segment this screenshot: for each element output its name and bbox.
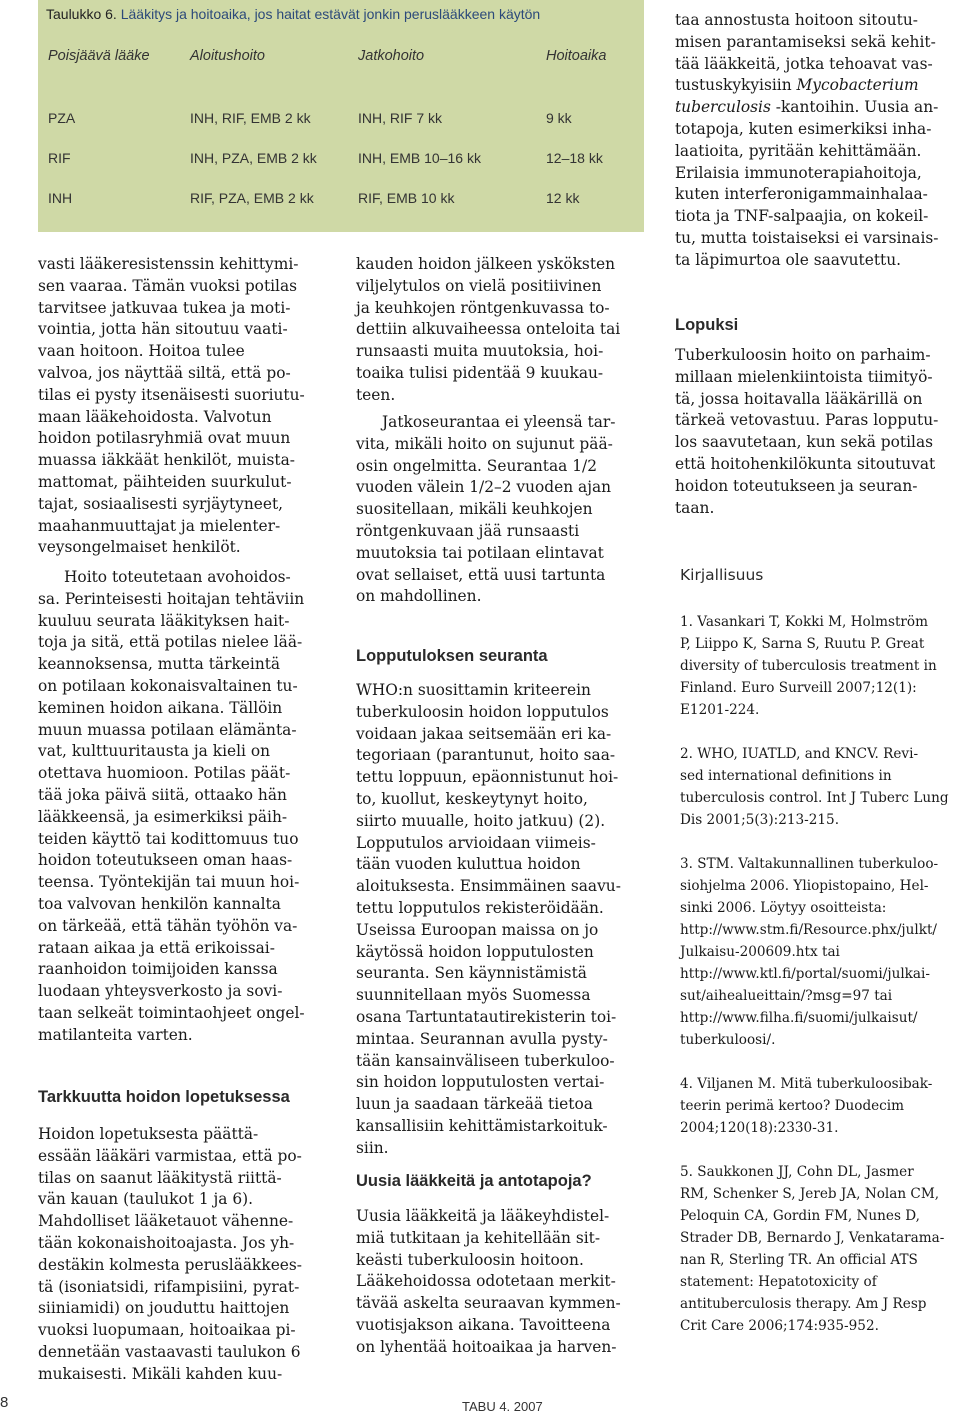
text-line: siiniamidi) on jouduttu haittojen xyxy=(38,1299,290,1318)
reference-line: tuberculosis control. Int J Tuberc Lung xyxy=(680,790,949,806)
section-heading-conclusion: Lopuksi xyxy=(675,316,739,334)
text-line: laatioita, pyritään kehittämään. xyxy=(675,141,922,160)
text-line: keannoksensa, mutta tärkeintä xyxy=(38,655,281,674)
text-line: maan lääkehoidosta. Valvotun xyxy=(38,407,272,426)
reference-line: siohjelma 2006. Yliopistopaino, Hel- xyxy=(680,878,929,894)
reference-line: Strader DB, Bernardo J, Venkatarama- xyxy=(680,1230,945,1246)
text-line: kuten interferonigammainhalaa- xyxy=(675,185,928,204)
text-line: rataan aikaa ja että erikoissai- xyxy=(38,938,275,957)
section-heading-stopping-treatment: Tarkkuutta hoidon lopetuksessa xyxy=(38,1088,290,1106)
text-line: destäkin kolmesta peruslääkkees- xyxy=(38,1255,303,1274)
text-line: toa valvovan henkilön kannalta xyxy=(38,894,281,913)
text-line: tuberkuloosin hoidon lopputulos xyxy=(356,702,609,721)
text-line: tään kokonaishoitoajasta. Jos yh- xyxy=(38,1233,295,1252)
column-3-paragraph-1 xyxy=(675,10,957,272)
text-line: tegoriaan (parantunut, hoito saa- xyxy=(356,746,616,765)
text-line: toja ja sitä, että potilas nielee lää- xyxy=(38,633,303,652)
text-line: hoidon toteutukseen oman haas- xyxy=(38,851,293,870)
text-line: to, kuollut, keskeytynyt hoito, xyxy=(356,789,588,808)
table-cell: INH, PZA, EMB 2 kk xyxy=(190,150,317,166)
text-line: siin. xyxy=(356,1138,389,1157)
table-title: Lääkitys ja hoitoaika, jos haitat estävät jonkin peruslääkkeen käytön xyxy=(120,6,541,22)
text-line: muassa iäkkäät henkilöt, muista- xyxy=(38,451,295,470)
text-line: kansallisiin kehittämistarkoituk- xyxy=(356,1116,608,1135)
text-line: sin hoidon lopputulosten vertai- xyxy=(356,1073,605,1092)
table-cell: 12–18 kk xyxy=(546,150,603,166)
text-line: essään lääkäri varmistaa, että po- xyxy=(38,1146,302,1165)
text-line: tä (isoniatsidi, rifampisiini, pyrat- xyxy=(38,1277,300,1296)
column-2-paragraph-4 xyxy=(356,1206,646,1359)
text-line: että hoitohenkilökunta sitoutuvat xyxy=(675,454,936,473)
table-label: Taulukko 6. xyxy=(46,6,117,22)
text-line: on tärkeää, että tähän työhön va- xyxy=(38,916,298,935)
table-cell: 12 kk xyxy=(546,190,580,206)
column-2-paragraph-3 xyxy=(356,680,646,1160)
table-cell: INH, EMB 10–16 kk xyxy=(358,150,481,166)
text-line: Tuberkuloosin hoito on parhaim- xyxy=(675,346,931,364)
text-line: teiden käyttö tai kodittomuus tuo xyxy=(38,829,299,848)
reference-item xyxy=(680,611,960,721)
text-line: luun ja saadaan tärkeää tietoa xyxy=(356,1095,593,1114)
text-line: tettu lopputulos rekisteröidään. xyxy=(356,898,604,917)
reference-line: E1201-224. xyxy=(680,702,760,718)
references-list xyxy=(680,611,960,1359)
text-line: Hoidon lopetuksesta päättä- xyxy=(38,1125,259,1143)
text-line: tajat, sosiaalisesti syrjäytyneet, xyxy=(38,494,284,513)
reference-line: sut/aihealueittain/?msg=97 tai xyxy=(680,988,893,1004)
text-line: WHO:n suosittamin kriteerein xyxy=(356,681,591,699)
text-line: osana Tartuntatautirekisterin toi- xyxy=(356,1007,617,1026)
text-line: voidaan jakaa seitsemään eri ka- xyxy=(356,724,612,743)
reference-line: http://www.stm.fi/Resource.phx/julkt/ xyxy=(680,922,938,938)
text-line: ta läpimurtoa ole saavutettu. xyxy=(675,250,902,269)
text-line: taa annostusta hoitoon sitoutu- xyxy=(675,11,918,29)
reference-line: nan R, Sterling TR. An official ATS xyxy=(680,1252,918,1268)
text-line: vita, mikäli hoito on sujunut pää- xyxy=(356,434,613,453)
text-line: Useissa Euroopan maissa on jo xyxy=(356,920,599,939)
text-line: hoidon potilasryhmiä ovat muun xyxy=(38,429,291,448)
text-line: kuuluu seurata lääkityksen hait- xyxy=(38,611,290,630)
reference-line: teerin perimä kertoo? Duodecim xyxy=(680,1098,905,1114)
text-line: mintaa. Seurannan avulla pysty- xyxy=(356,1029,608,1048)
text-line: vat, kulttuuritausta ja kieli on xyxy=(38,742,271,761)
reference-item xyxy=(680,1073,960,1139)
text-line: aloituksesta. Ensimmäinen saavu- xyxy=(356,877,621,896)
reference-line: Finland. Euro Surveill 2007;12(1): xyxy=(680,680,917,696)
text-line: tu, mutta toistaiseksi ei varsinais- xyxy=(675,228,939,247)
text-line: tuberculosis -kantoihin. Uusia an- xyxy=(675,98,939,117)
text-line: vointia, jotta hän sitoutuu vaati- xyxy=(38,320,288,339)
text-line: totapoja, kuten esimerkiksi inha- xyxy=(675,119,932,138)
text-line: vuoden välein 1/2–2 vuoden ajan xyxy=(356,478,612,497)
text-line: vuotisjakson aikana. Tavoitteena xyxy=(356,1315,611,1334)
text-line: siirto muualle, hoito jatkuu) (2). xyxy=(356,811,606,830)
text-line: mattomat, päihteiden suurkulut- xyxy=(38,472,292,491)
text-line: Lopputulos arvioidaan viimeis- xyxy=(356,833,596,852)
text-line: suositellaan, mikäli keuhkojen xyxy=(356,500,593,519)
text-line: taan. xyxy=(675,498,715,517)
text-line: luodaan yhteysverkosto ja sovi- xyxy=(38,982,283,1001)
text-line: on lyhentää hoitoaikaa ja harven- xyxy=(356,1337,617,1356)
reference-line: tuberkuloosi/. xyxy=(680,1032,776,1048)
text-line: keästi tuberkuloosin hoitoon. xyxy=(356,1250,584,1269)
text-line: tilas on saanut lääkitystä riittä- xyxy=(38,1168,282,1187)
text-line: hoidon toteutukseen ja seuran- xyxy=(675,476,918,495)
text-line: ovat sellaiset, että uusi tartunta xyxy=(356,565,606,584)
text-line: sa. Perinteisesti hoitajan tehtäviin xyxy=(38,589,305,608)
text-line: raanhoidon toimijoiden kanssa xyxy=(38,960,278,979)
text-line: suunnitellaan myös Suomessa xyxy=(356,986,591,1005)
table-6 xyxy=(38,0,644,232)
text-line: tää joka päivä siitä, ottaako hän xyxy=(38,785,287,804)
reference-line: sinki 2006. Löytyy osoitteista: xyxy=(680,900,887,916)
text-line: viljelytulos on vielä positiivinen xyxy=(356,276,602,295)
table-header-continuation: Jatkohoito xyxy=(358,48,425,64)
reference-line: http://www.filha.fi/suomi/julkaisut/ xyxy=(680,1010,918,1026)
text-line: Erilaisia immunoterapiahoitoja, xyxy=(675,163,922,182)
text-line: misen parantamiseksi sekä kehit- xyxy=(675,32,936,51)
text-line: valvoa, jos näyttää siltä, että po- xyxy=(38,363,291,382)
column-3-paragraph-2 xyxy=(675,345,957,519)
reference-line: Julkaisu-200609.htx tai xyxy=(680,944,840,960)
text-line: miä tutkitaan ja kehitellään sit- xyxy=(356,1228,601,1247)
text-line: maahanmuuttajat ja mielenter- xyxy=(38,516,281,535)
text-line: käytössä hoidon lopputulosten xyxy=(356,942,594,961)
table-cell: INH, RIF, EMB 2 kk xyxy=(190,110,311,126)
text-line: röntgenkuvaan jää runsaasti xyxy=(356,521,580,540)
text-line: seuranta. Sen käynnistämistä xyxy=(356,964,587,983)
text-line: Jatkoseurantaa ei yleensä tar- xyxy=(382,413,616,431)
text-line: kauden hoidon jälkeen ysköksten xyxy=(356,255,616,273)
section-heading-outcome-monitoring: Lopputuloksen seuranta xyxy=(356,647,548,665)
text-line: dennetään vastaavasti taulukon 6 xyxy=(38,1342,301,1361)
text-line: toaika tulisi pidentää 9 kuukau- xyxy=(356,363,604,382)
page-number: 8 xyxy=(0,1394,9,1411)
text-line: veysongelmaiset henkilöt. xyxy=(38,538,241,557)
reference-line: 5. Saukkonen JJ, Cohn DL, Jasmer xyxy=(680,1164,914,1180)
text-line: tilas ei pysty itsenäisesti suoriutu- xyxy=(38,385,305,404)
text-line: on potilaan kokonaisvaltainen tu- xyxy=(38,676,298,695)
text-line: tää lääkkeitä, jotka tehoavat vas- xyxy=(675,54,933,73)
text-line: keminen hoidon aikana. Tällöin xyxy=(38,698,283,717)
column-1-paragraph-1 xyxy=(38,254,328,559)
text-line: teen. xyxy=(356,385,396,404)
reference-line: Peloquin CA, Gordin FM, Nunes D, xyxy=(680,1208,920,1224)
reference-line: statement: Hepatotoxicity of xyxy=(680,1274,877,1290)
table-caption xyxy=(46,6,540,22)
text-line: tärkeä vetovastuu. Paras lopputu- xyxy=(675,411,939,430)
table-cell: INH xyxy=(48,190,73,206)
text-line: runsaasti muita muutoksia, hoi- xyxy=(356,342,604,361)
text-line: matilanteita varten. xyxy=(38,1025,193,1044)
reference-line: Dis 2001;5(3):213-215. xyxy=(680,812,840,828)
text-line: muutoksia tai potilaan elintavat xyxy=(356,543,604,562)
text-line: vuoksi luopumaan, hoitoaikaa pi- xyxy=(38,1321,296,1340)
issue-footer: TABU 4. 2007 xyxy=(462,1399,543,1414)
text-line: teensa. Työntekijän tai muun hoi- xyxy=(38,873,300,892)
text-line: tävää askelta seuraavan kymmen- xyxy=(356,1294,621,1313)
reference-line: RM, Schenker S, Jereb JA, Nolan CM, xyxy=(680,1186,940,1202)
text-line: Lääkehoidossa odotetaan merkit- xyxy=(356,1272,616,1291)
table-header-drug: Poisjäävä lääke xyxy=(48,48,150,64)
text-line: lääkkeensä, ja esimerkiksi päih- xyxy=(38,807,288,826)
text-line: tarvitsee jatkuvaa tukea ja moti- xyxy=(38,298,291,317)
text-line: Hoito toteutetaan avohoidos- xyxy=(64,568,291,586)
text-line: tiota ja TNF-salpaajia, on kokeil- xyxy=(675,207,929,226)
column-2-paragraph-1 xyxy=(356,254,646,407)
text-line: taan selkeät toimintaohjeet ongel- xyxy=(38,1003,305,1022)
reference-line: 2. WHO, IUATLD, and KNCV. Revi- xyxy=(680,746,919,762)
reference-line: 3. STM. Valtakunnallinen tuberkuloo- xyxy=(680,856,939,872)
text-line: tettu loppuun, epäonnistunut hoi- xyxy=(356,768,619,787)
reference-line: 2004;120(18):2330-31. xyxy=(680,1120,839,1136)
text-line: tä, jossa hoitavalla lääkärillä on xyxy=(675,389,923,408)
reference-line: diversity of tuberculosis treatment in xyxy=(680,658,937,674)
text-line: vasti lääkeresistenssin kehittymi- xyxy=(38,255,299,273)
references-heading: Kirjallisuus xyxy=(680,566,764,584)
text-line: vaan hoitoon. Hoitoa tulee xyxy=(38,342,245,361)
reference-item xyxy=(680,853,960,1051)
text-line: dettiin alkuvaiheessa onteloita tai xyxy=(356,320,621,339)
text-line: Mahdolliset lääketauot vähenne- xyxy=(38,1212,294,1231)
text-line: tään kansainväliseen tuberkuloo- xyxy=(356,1051,615,1070)
text-line: osin ongelmitta. Seurantaa 1/2 xyxy=(356,456,598,475)
text-line: ja keuhkojen röntgenkuvassa to- xyxy=(356,298,610,317)
table-cell: 9 kk xyxy=(546,110,572,126)
reference-line: 1. Vasankari T, Kokki M, Holmström xyxy=(680,614,928,630)
reference-line: sed international definitions in xyxy=(680,768,892,784)
text-line: los saavutetaan, kun sekä potilas xyxy=(675,433,934,452)
reference-line: P, Liippo K, Sarna S, Ruutu P. Great xyxy=(680,636,925,652)
text-line: sen vaaraa. Tämän vuoksi potilas xyxy=(38,276,298,295)
reference-line: 4. Viljanen M. Mitä tuberkuloosibak- xyxy=(680,1076,933,1092)
table-header-duration: Hoitoaika xyxy=(546,48,607,64)
text-line: vän kauan (taulukot 1 ja 6). xyxy=(38,1190,254,1209)
table-cell: RIF, EMB 10 kk xyxy=(358,190,455,206)
column-1-paragraph-2 xyxy=(38,567,328,1047)
column-1-paragraph-3 xyxy=(38,1124,328,1386)
text-line: muun muassa potilaan elämänta- xyxy=(38,720,297,739)
reference-line: antituberculosis therapy. Am J Resp xyxy=(680,1296,927,1312)
text-line: otettava huomioon. Potilas päät- xyxy=(38,764,291,783)
table-header-initial: Aloitushoito xyxy=(190,48,265,64)
reference-item xyxy=(680,743,960,831)
table-cell: RIF, PZA, EMB 2 kk xyxy=(190,190,314,206)
section-heading-new-drugs: Uusia lääkkeitä ja antotapoja? xyxy=(356,1172,592,1190)
reference-line: http://www.ktl.fi/portal/suomi/julkai- xyxy=(680,966,930,982)
column-2-paragraph-2 xyxy=(356,412,646,608)
reference-item xyxy=(680,1161,960,1337)
reference-line: Crit Care 2006;174:935-952. xyxy=(680,1318,879,1334)
text-line: mukaisesti. Mikäli kahden kuu- xyxy=(38,1364,283,1383)
table-cell: RIF xyxy=(48,150,71,166)
table-cell: INH, RIF 7 kk xyxy=(358,110,443,126)
text-line: Uusia lääkkeitä ja lääkeyhdistel- xyxy=(356,1207,610,1225)
text-line: on mahdollinen. xyxy=(356,587,482,606)
table-cell: PZA xyxy=(48,110,76,126)
text-line: tustuskykyisiin Mycobacterium xyxy=(675,76,919,95)
text-line: millaan mielenkiintoista tiimityö- xyxy=(675,367,933,386)
text-line: tään vuoden kuluttua hoidon xyxy=(356,855,581,874)
